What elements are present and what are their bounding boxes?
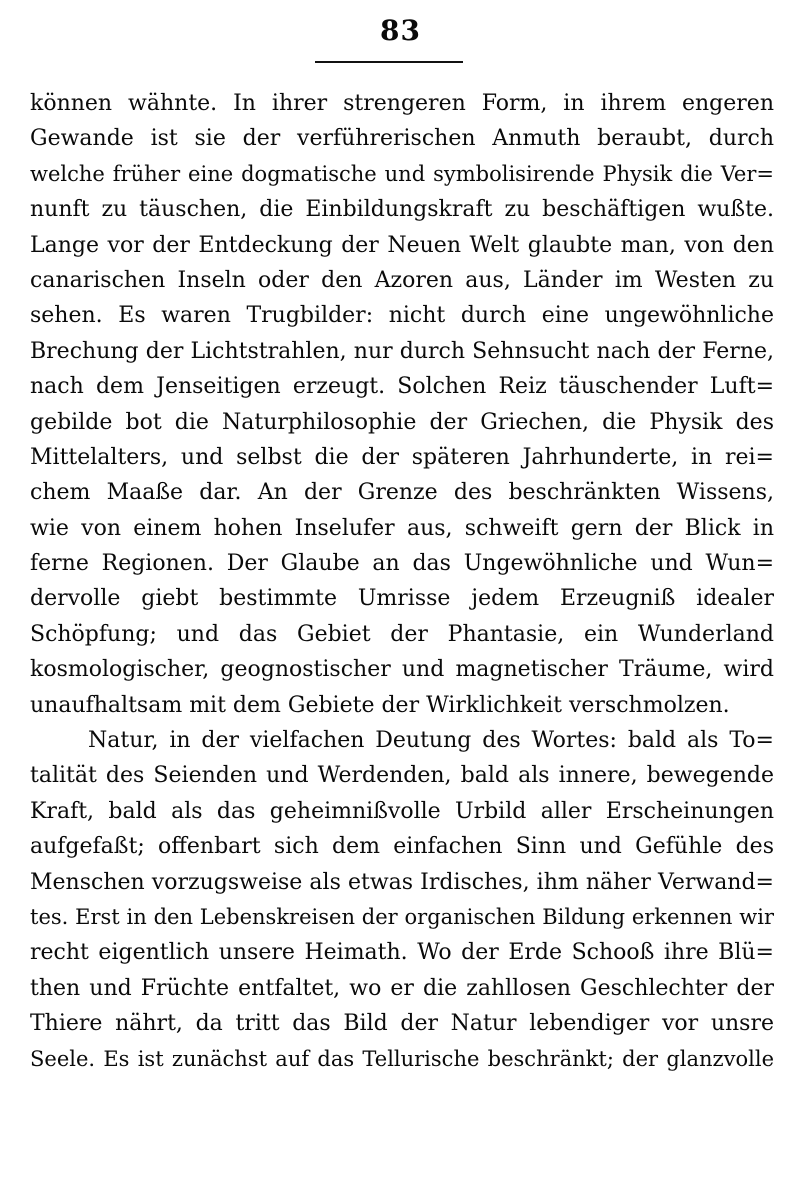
text-line: ferne Regionen. Der Glaube an das Ungewöhnliche und Wun= [30,551,774,577]
text-line: sehen. Es waren Trugbilder: nicht durch eine ungewöhnliche [30,303,774,329]
text-line: canarischen Inseln oder den Azoren aus, Länder im Westen zu [30,267,774,293]
text-line: kosmologischer, geognostischer und magnetischer Träume, wird [30,657,774,683]
text-line: Lange vor der Entdeckung der Neuen Welt glaubte man, von den [30,232,774,258]
text-line: Schöpfung; und das Gebiet der Phantasie, ein Wunderland [30,621,774,647]
paragraph-start-line: Natur, in der vielfachen Deutung des Wortes: bald als To= [88,728,774,754]
body-text [30,86,774,1077]
text-line: Seele. Es ist zunächst auf das Tellurische beschränkt; der glanzvolle [30,1046,774,1071]
text-line: aufgefaßt; offenbart sich dem einfachen Sinn und Gefühle des [30,834,774,860]
text-line: recht eigentlich unsere Heimath. Wo der Erde Schooß ihre Blü= [30,940,774,966]
text-line: Gewande ist sie der verführerischen Anmuth beraubt, durch [30,126,774,152]
text-line: gebilde bot die Naturphilosophie der Griechen, die Physik des [30,409,774,435]
text-line: Mittelalters, und selbst die der späteren Jahrhunderte, in rei= [30,444,774,470]
text-line: welche früher eine dogmatische und symbolisirende Physik die Ver= [30,161,774,186]
text-line: Menschen vorzugsweise als etwas Irdisches, ihm näher Verwand= [30,869,774,895]
text-line: nach dem Jenseitigen erzeugt. Solchen Reiz täuschender Luft= [30,374,774,400]
text-line: wie von einem hohen Inselufer aus, schweift gern der Blick in [30,515,774,541]
text-line: chem Maaße dar. An der Grenze des beschränkten Wissens, [30,480,774,506]
text-line: Kraft, bald als das geheimnißvolle Urbild aller Erscheinungen [30,798,774,824]
header-rule [315,61,463,63]
text-line: tes. Erst in den Lebenskreisen der organischen Bildung erkennen wir [30,904,774,929]
text-line: Brechung der Lichtstrahlen, nur durch Sehnsucht nach der Ferne, [30,338,774,364]
page-number: 83 [380,14,421,47]
text-line: unaufhaltsam mit dem Gebiete der Wirklichkeit verschmolzen. [30,692,730,718]
text-line: then und Früchte entfaltet, wo er die zahllosen Geschlechter der [30,975,774,1001]
text-line: nunft zu täuschen, die Einbildungskraft zu beschäftigen wußte. [30,197,774,223]
text-line: dervolle giebt bestimmte Umrisse jedem Erzeugniß idealer [30,586,774,612]
text-line: Thiere nährt, da tritt das Bild der Natur lebendiger vor unsre [30,1011,774,1037]
text-line: talität des Seienden und Werdenden, bald als innere, bewegende [30,763,774,789]
text-line: können wähnte. In ihrer strengeren Form, in ihrem engeren [30,91,774,116]
